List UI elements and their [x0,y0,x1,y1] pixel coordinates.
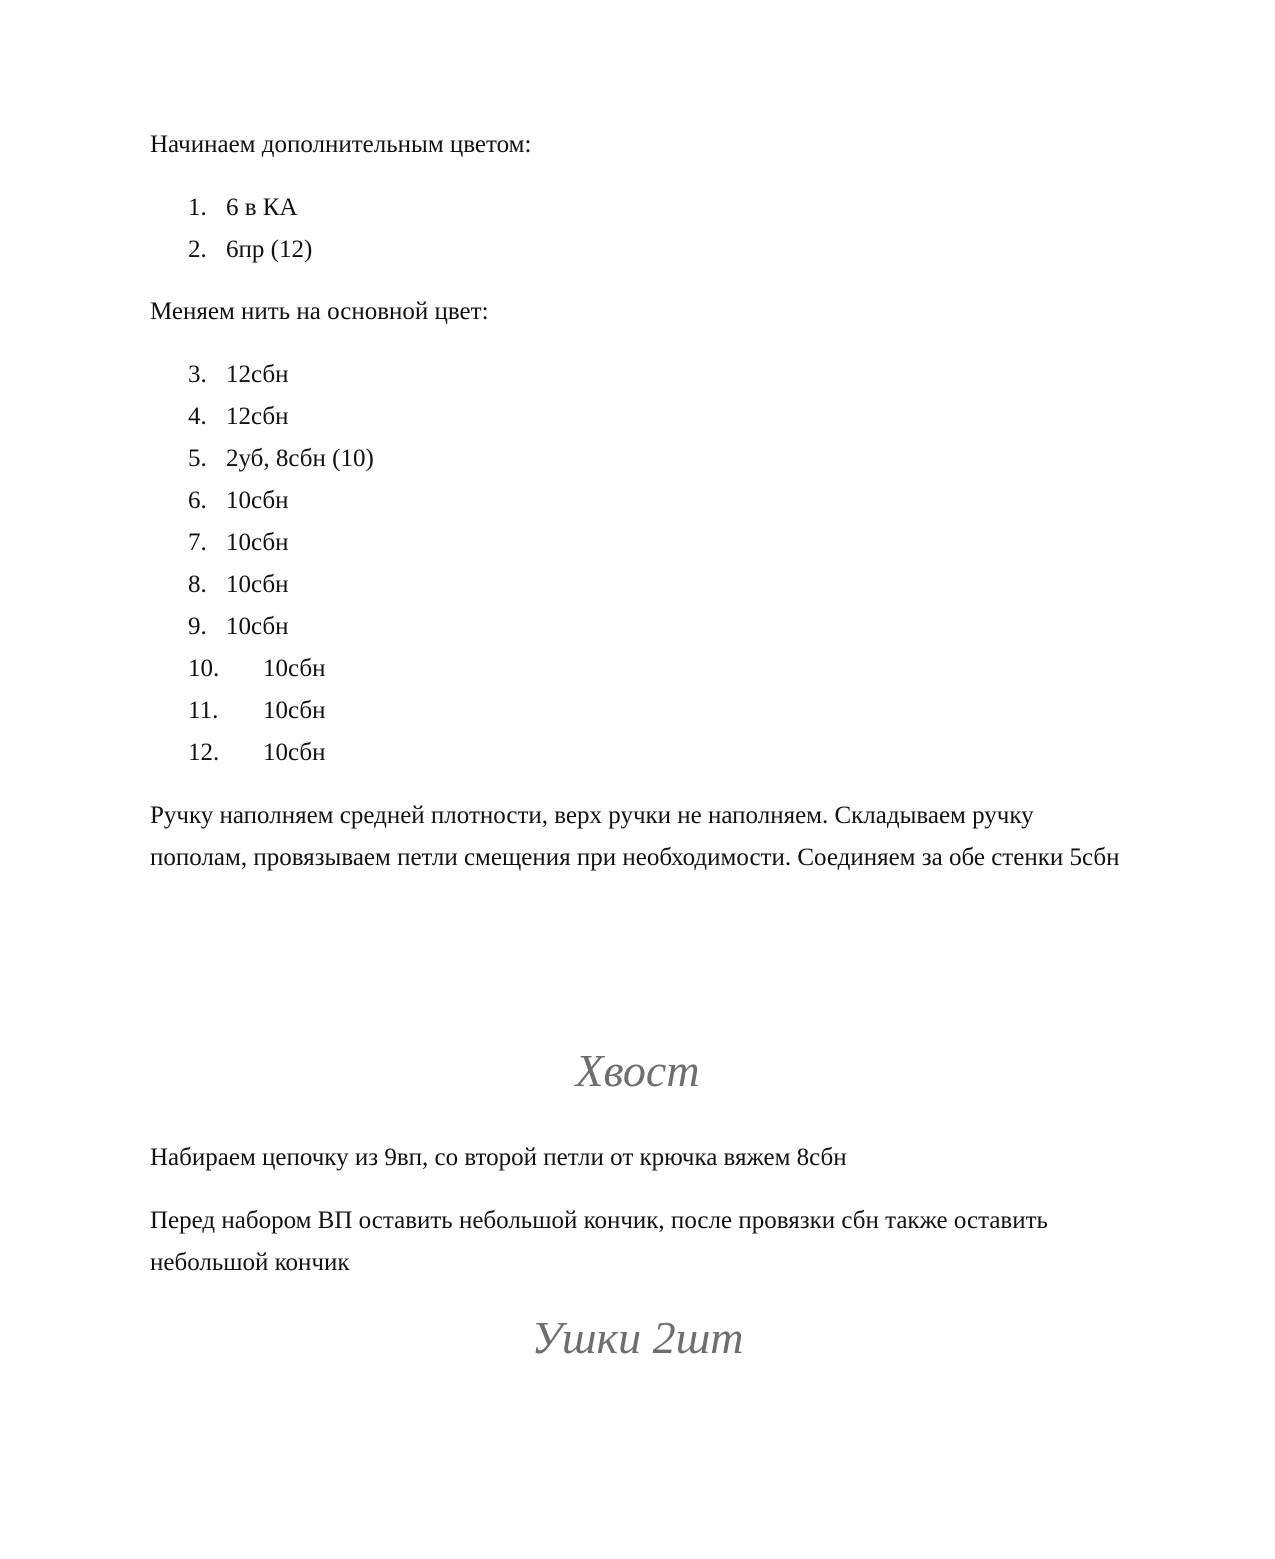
row-number: 4. [188,403,207,430]
row-text: 6 в КА [226,194,298,221]
row-text: 10сбн [263,655,326,682]
row-text: 2уб, 8сбн (10) [226,445,374,472]
tail-instruction-2: Перед набором ВП оставить небольшой кончик, после провязки сбн также оставить небольшой кончик [150,1207,1048,1276]
intro-additional-color: Начинаем дополнительным цветом: [150,131,532,158]
row-text: 6пр (12) [226,236,313,263]
handle-instructions: Ручку наполняем средней плотности, верх ручки не наполняем. Складываем ручку пополам, провязываем петли смещения при необходимости. Соединяем за обе стенки 5сбн [150,802,1120,871]
row-number: 9. [188,613,207,640]
section-title-tail: Хвост [575,1045,700,1096]
row-text: 10сбн [226,613,289,640]
row-text: 10сбн [263,697,326,724]
row-text: 12сбн [226,361,289,388]
row-number: 12. [188,739,220,766]
row-number: 7. [188,529,207,556]
section-title-ears: Ушки 2шт [531,1312,744,1363]
row-number: 8. [188,571,207,598]
row-text: 10сбн [226,487,289,514]
row-text: 10сбн [263,739,326,766]
row-number: 5. [188,445,207,472]
row-number: 10. [188,655,220,682]
row-number: 1. [188,194,207,221]
row-number: 3. [188,361,207,388]
row-number: 2. [188,236,207,263]
row-text: 12сбн [226,403,289,430]
row-number: 11. [188,697,219,724]
row-text: 10сбн [226,529,289,556]
tail-instruction-1: Набираем цепочку из 9вп, со второй петли от крючка вяжем 8сбн [150,1144,847,1171]
row-number: 6. [188,487,207,514]
intro-main-color: Меняем нить на основной цвет: [150,298,489,325]
row-text: 10сбн [226,571,289,598]
